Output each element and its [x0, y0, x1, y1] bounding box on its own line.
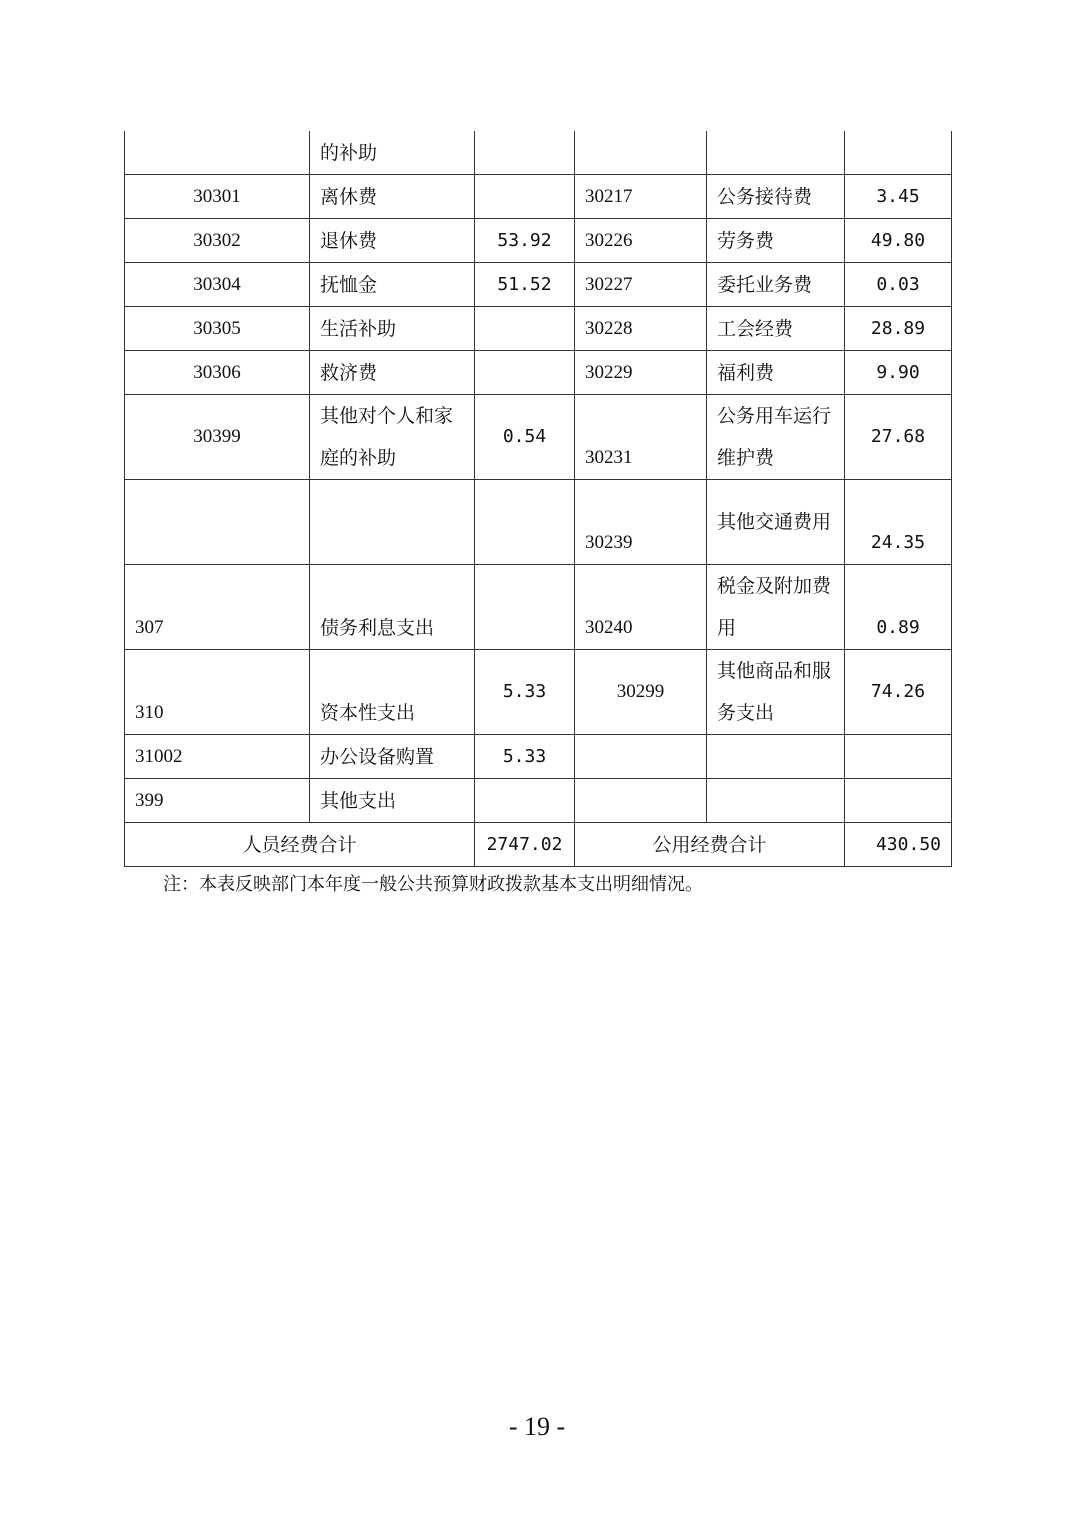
econ-code-cell: 30217 — [575, 175, 707, 219]
item-name-cell — [310, 480, 475, 565]
item-name-cell: 税金及附加费用 — [707, 565, 845, 650]
amount-cell: 0.89 — [845, 565, 952, 650]
amount-cell — [475, 565, 575, 650]
econ-code-cell: 30306 — [125, 351, 310, 395]
item-name-cell: 救济费 — [310, 351, 475, 395]
item-name-cell: 公务用车运行维护费 — [707, 395, 845, 480]
amount-cell: 5.33 — [475, 650, 575, 735]
item-name-cell: 福利费 — [707, 351, 845, 395]
table-row — [125, 565, 952, 650]
item-name-cell: 其他对个人和家庭的补助 — [310, 395, 475, 480]
item-name-cell: 其他交通费用 — [707, 480, 845, 565]
amount-cell — [475, 175, 575, 219]
table-row — [125, 650, 952, 735]
amount-cell: 0.03 — [845, 263, 952, 307]
item-name-cell: 抚恤金 — [310, 263, 475, 307]
table-row — [125, 735, 952, 779]
econ-code-cell: 31002 — [125, 735, 310, 779]
amount-cell — [845, 735, 952, 779]
econ-code-cell — [125, 480, 310, 565]
item-name-cell — [707, 735, 845, 779]
amount-cell — [475, 480, 575, 565]
amount-cell: 74.26 — [845, 650, 952, 735]
econ-code-cell: 30305 — [125, 307, 310, 351]
item-name-cell: 资本性支出 — [310, 650, 475, 735]
table-row — [125, 219, 952, 263]
table-row — [125, 263, 952, 307]
personnel-total-label: 人员经费合计 — [125, 823, 475, 867]
item-name-cell — [707, 779, 845, 823]
econ-code-cell — [125, 131, 310, 175]
amount-cell — [845, 779, 952, 823]
econ-code-cell: 30227 — [575, 263, 707, 307]
econ-code-cell: 307 — [125, 565, 310, 650]
item-name-cell: 委托业务费 — [707, 263, 845, 307]
econ-code-cell — [575, 131, 707, 175]
personnel-total-value: 2747.02 — [475, 823, 575, 867]
item-name-cell: 公务接待费 — [707, 175, 845, 219]
econ-code-cell: 30231 — [575, 395, 707, 480]
item-name-cell: 的补助 — [310, 131, 475, 175]
public-total-label: 公用经费合计 — [575, 823, 845, 867]
econ-code-cell: 30299 — [575, 650, 707, 735]
econ-code-cell: 30399 — [125, 395, 310, 480]
table-row — [125, 351, 952, 395]
table-row — [125, 307, 952, 351]
amount-cell — [475, 307, 575, 351]
amount-cell: 24.35 — [845, 480, 952, 565]
econ-code-cell: 399 — [125, 779, 310, 823]
econ-code-cell — [575, 735, 707, 779]
amount-cell: 27.68 — [845, 395, 952, 480]
public-total-value: 430.50 — [845, 823, 952, 867]
amount-cell — [475, 351, 575, 395]
page-number: - 19 - — [508, 1412, 566, 1441]
item-name-cell: 离休费 — [310, 175, 475, 219]
item-name-cell: 其他支出 — [310, 779, 475, 823]
amount-cell: 49.80 — [845, 219, 952, 263]
econ-code-cell: 30302 — [125, 219, 310, 263]
item-name-cell: 劳务费 — [707, 219, 845, 263]
econ-code-cell: 30301 — [125, 175, 310, 219]
amount-cell: 28.89 — [845, 307, 952, 351]
table-row — [125, 395, 952, 480]
table-row — [125, 175, 952, 219]
econ-code-cell: 30228 — [575, 307, 707, 351]
econ-code-cell: 310 — [125, 650, 310, 735]
table-row — [125, 131, 952, 175]
amount-cell: 53.92 — [475, 219, 575, 263]
amount-cell: 51.52 — [475, 263, 575, 307]
amount-cell — [475, 131, 575, 175]
econ-code-cell — [575, 779, 707, 823]
table-note: 注：本表反映部门本年度一般公共预算财政拨款基本支出明细情况。 — [163, 874, 703, 895]
item-name-cell: 其他商品和服务支出 — [707, 650, 845, 735]
econ-code-cell: 30226 — [575, 219, 707, 263]
amount-cell: 0.54 — [475, 395, 575, 480]
amount-cell — [845, 131, 952, 175]
amount-cell: 3.45 — [845, 175, 952, 219]
amount-cell: 9.90 — [845, 351, 952, 395]
econ-code-cell: 30240 — [575, 565, 707, 650]
item-name-cell: 工会经费 — [707, 307, 845, 351]
table-row — [125, 480, 952, 565]
amount-cell: 5.33 — [475, 735, 575, 779]
econ-code-cell: 30229 — [575, 351, 707, 395]
total-row — [125, 823, 952, 867]
econ-code-cell: 30304 — [125, 263, 310, 307]
item-name-cell: 生活补助 — [310, 307, 475, 351]
expenditure-detail-table — [124, 131, 952, 867]
item-name-cell: 债务利息支出 — [310, 565, 475, 650]
item-name-cell — [707, 131, 845, 175]
item-name-cell: 办公设备购置 — [310, 735, 475, 779]
item-name-cell: 退休费 — [310, 219, 475, 263]
amount-cell — [475, 779, 575, 823]
table-row — [125, 779, 952, 823]
econ-code-cell: 30239 — [575, 480, 707, 565]
